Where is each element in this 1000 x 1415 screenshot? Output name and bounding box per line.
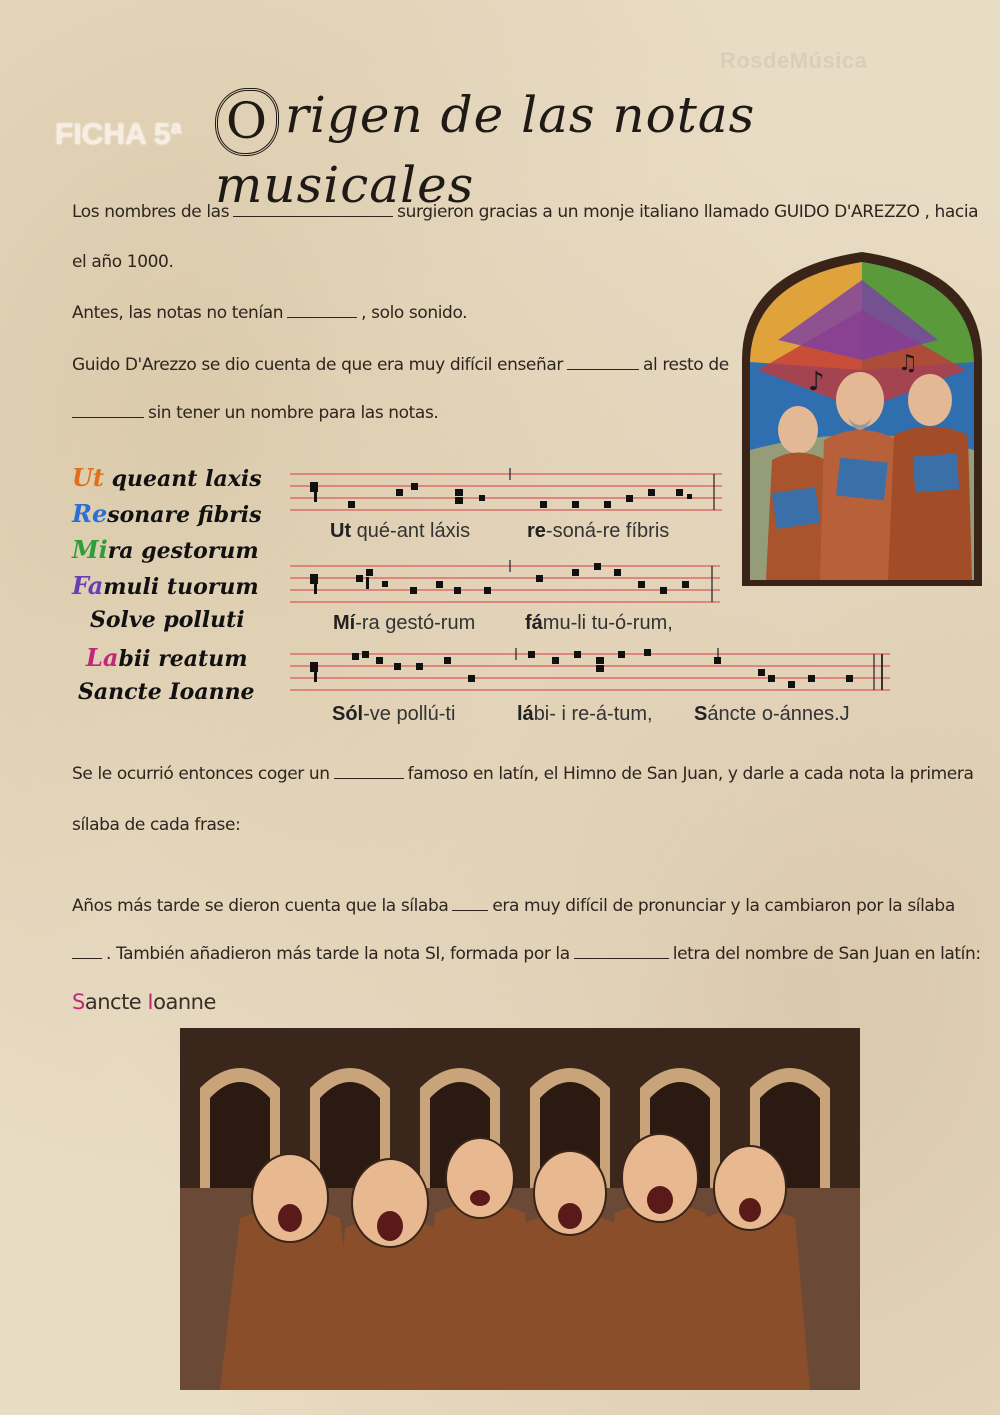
verse-syllable: Mi <box>72 535 108 564</box>
brand-label: RosdeMúsica <box>720 48 868 73</box>
text: . También añadieron más tarde la nota SI, formada por la <box>106 944 570 964</box>
blank-letter[interactable] <box>574 944 669 959</box>
blank-name[interactable] <box>287 303 357 318</box>
lyric-bold: Ut <box>330 520 352 542</box>
blank-notes[interactable] <box>233 202 393 217</box>
paragraph-2 <box>72 303 467 323</box>
verse-text: sonare fibris <box>107 502 262 528</box>
text: Antes, las notas no tenían <box>72 303 284 323</box>
lyric-bold: Sól <box>332 703 364 725</box>
verse-syllable: Ut <box>72 463 105 492</box>
worksheet-number: FICHA 5ª <box>55 118 182 151</box>
staff-1-lyric-b <box>527 520 669 543</box>
text: ancte <box>84 990 148 1014</box>
verse-line <box>72 535 259 564</box>
verse-text: muli tuorum <box>103 574 259 600</box>
blank-hymn[interactable] <box>334 764 404 779</box>
lyric-text: mu-li tu-ó-rum, <box>542 612 673 634</box>
text: surgieron gracias a un monje italiano llamado GUIDO D'AREZZO , hacia <box>397 202 979 222</box>
paragraph-4-line-1 <box>72 764 973 784</box>
lyric-bold: lá <box>517 703 534 725</box>
staff-1-lyric-a <box>330 520 470 543</box>
verse-line <box>72 463 262 492</box>
verse-syllable: Re <box>72 499 108 528</box>
paragraph-5-line-1 <box>72 896 955 916</box>
text: sin tener un nombre para las notas. <box>148 403 439 423</box>
page-title <box>215 86 1000 214</box>
paragraph-1-line-1 <box>72 202 978 222</box>
verse-line <box>90 607 245 633</box>
verse-syllable: La <box>86 643 119 672</box>
lyric-text: -ra gestó-rum <box>355 612 476 634</box>
title-text: rigen de las notas musicales <box>215 86 756 214</box>
staff-2-lyric-a <box>333 612 475 635</box>
text: Se le ocurrió entonces coger un <box>72 764 330 784</box>
title-initial: O <box>215 88 279 156</box>
blank-others[interactable] <box>72 403 144 418</box>
singing-monks-illustration <box>180 1028 860 1390</box>
verse-text: bii reatum <box>118 646 248 672</box>
text: Años más tarde se dieron cuenta que la sílaba <box>72 896 449 916</box>
gregorian-staff-2 <box>290 560 720 610</box>
svg-text:♫: ♫ <box>898 351 918 376</box>
staff-3-lyric-c <box>694 703 850 726</box>
staff-3-lyric-a <box>332 703 455 726</box>
verse-text: queant laxis <box>104 466 262 492</box>
lyric-text: áncte o-ánnes.J <box>707 703 850 725</box>
verse-line <box>72 499 262 528</box>
text: , solo sonido. <box>361 303 468 323</box>
paragraph-3-line-2 <box>72 403 438 423</box>
paragraph-1-line-2: el año 1000. <box>72 252 174 272</box>
sancte-ioanne <box>72 990 216 1014</box>
lyric-bold: re <box>527 520 546 542</box>
text: letra del nombre de San Juan en latín: <box>672 944 981 964</box>
verse-line <box>72 571 259 600</box>
gregorian-staff-1 <box>290 468 722 518</box>
highlight-s: S <box>72 990 85 1014</box>
text: al resto de <box>642 355 729 375</box>
verse-text: Solve polluti <box>90 607 245 633</box>
lyric-text: qué-ant láxis <box>351 520 471 542</box>
lyric-bold: fá <box>525 612 543 634</box>
lyric-text: -ve pollú-ti <box>363 703 456 725</box>
blank-syllable-new[interactable] <box>72 944 102 959</box>
highlight-i: I <box>147 990 154 1014</box>
paragraph-3-line-1 <box>72 355 729 375</box>
lyric-text: -soná-re fíbris <box>545 520 670 542</box>
text: Guido D'Arezzo se dio cuenta de que era muy difícil enseñar <box>72 355 563 375</box>
text: oanne <box>153 990 216 1014</box>
staff-2-lyric-b <box>525 612 673 635</box>
verse-line <box>78 679 255 705</box>
text: era muy difícil de pronunciar y la cambiaron por la sílaba <box>492 896 955 916</box>
paragraph-4-line-2: sílaba de cada frase: <box>72 815 241 835</box>
blank-teach[interactable] <box>567 355 639 370</box>
lyric-text: bi- i re-á-tum, <box>533 703 653 725</box>
text: famoso en latín, el Himno de San Juan, y darle a cada nota la primera <box>407 764 974 784</box>
paragraph-5-line-2 <box>72 944 981 964</box>
stained-glass-illustration <box>738 250 986 588</box>
staff-3-lyric-b <box>517 703 653 726</box>
gregorian-staff-3 <box>290 648 890 700</box>
verse-text: ra gestorum <box>107 538 259 564</box>
verse-line <box>86 643 247 672</box>
svg-text:♪: ♪ <box>808 367 825 397</box>
text: Los nombres de las <box>72 202 230 222</box>
verse-text: Sancte Ioanne <box>78 679 255 705</box>
verse-syllable: Fa <box>72 571 104 600</box>
lyric-bold: S <box>694 703 708 725</box>
blank-syllable-old[interactable] <box>452 896 488 911</box>
lyric-bold: Mí <box>333 612 356 634</box>
